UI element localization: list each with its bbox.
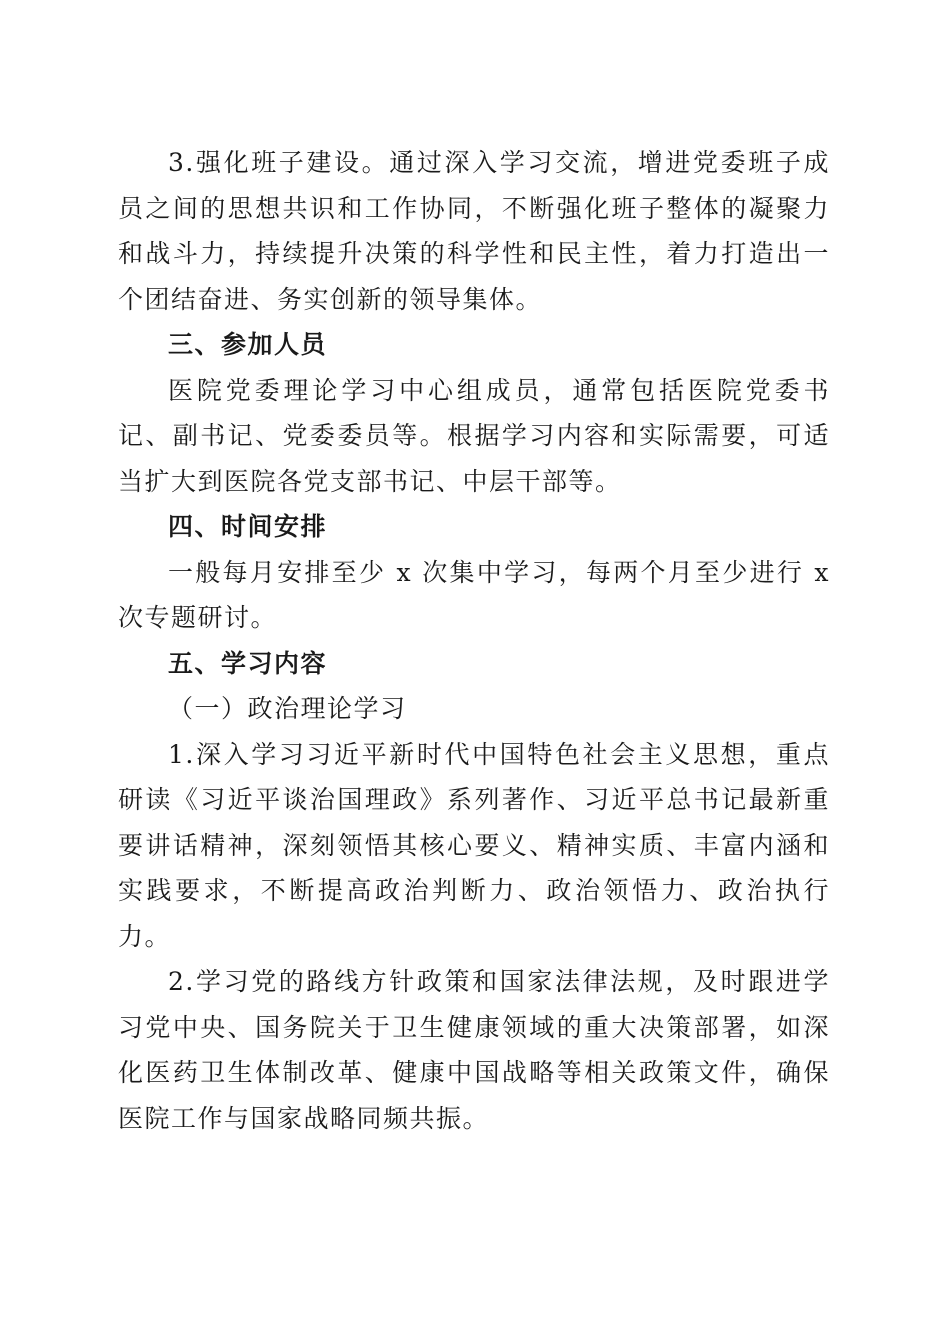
paragraph-participants: 医院党委理论学习中心组成员，通常包括医院党委书记、副书记、党委委员等。根据学习内容和实际需要，可适当扩大到医院各党支部书记、中层干部等。 <box>118 375 830 496</box>
section-heading-participants: 三、参加人员 <box>168 330 328 359</box>
paragraph-political-theory-2: 2.学习党的路线方针政策和国家法律法规，及时跟进学习党中央、国务院关于卫生健康领域的重大决策部署，如深化医药卫生体制改革、健康中国战略等相关政策文件，确保医院工作与国家战略同频共振。 <box>118 967 830 1133</box>
section-heading-content: 五、学习内容 <box>168 648 328 678</box>
document-body <box>118 140 830 1141</box>
paragraph-schedule: 一般每月安排至少 x 次集中学习，每两个月至少进行 x 次专题研讨。 <box>118 557 830 632</box>
paragraph-strengthen-team: 3.强化班子建设。通过深入学习交流，增进党委班子成员之间的思想共识和工作协同，不断强化班子整体的凝聚力和战斗力，持续提升决策的科学性和民主性，着力打造出一个团结奋进、务实创新的领导集体。 <box>118 148 830 314</box>
section-heading-schedule: 四、时间安排 <box>168 512 328 541</box>
paragraph-political-theory-1: 1.深入学习习近平新时代中国特色社会主义思想，重点研读《习近平谈治国理政》系列著作、习近平总书记最新重要讲话精神，深刻领悟其核心要义、精神实质、丰富内涵和实践要求，不断提高政治判断力、政治领悟力、政治执行力。 <box>118 739 830 951</box>
subsection-heading-political-theory: （一）政治理论学习 <box>168 694 407 723</box>
